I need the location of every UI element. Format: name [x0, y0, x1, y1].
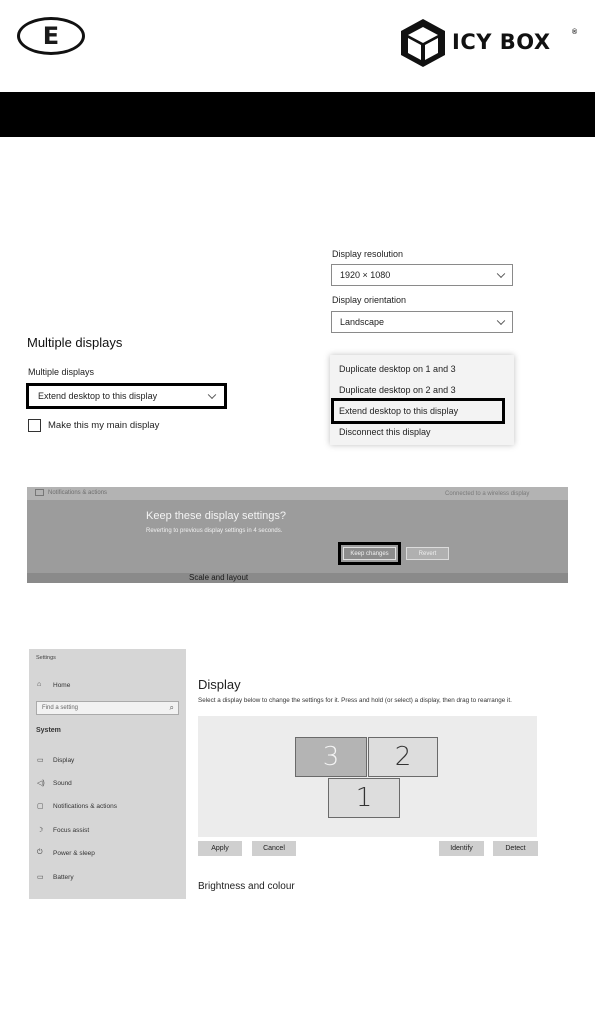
search-placeholder: Find a setting: [42, 705, 79, 711]
display-instruction: Select a display below to change the settings for it. Press and hold (or select) a display, then drag to rearrange it.: [198, 697, 512, 704]
resolution-label: Display resolution: [332, 249, 404, 259]
search-input[interactable]: [36, 701, 179, 715]
sidebar-item-display[interactable]: Display: [53, 757, 75, 764]
monitor-3[interactable]: 3: [295, 737, 367, 777]
brand-registered-mark: ®: [572, 29, 578, 36]
chevron-down-icon: [497, 317, 505, 325]
search-icon: ⌕: [169, 703, 174, 712]
bg-scale-text: Scale and layout: [189, 573, 249, 582]
power-icon: ⏻: [37, 849, 43, 856]
multi-display-select[interactable]: [30, 387, 223, 405]
focus-assist-icon: ☽: [37, 827, 44, 834]
display-icon: ▭: [37, 757, 44, 764]
cancel-button[interactable]: Cancel: [252, 841, 296, 856]
menu-item-disconnect[interactable]: Disconnect this display: [339, 427, 431, 437]
home-icon: ⌂: [37, 681, 42, 688]
dialog-message: Reverting to previous display settings in 4 seconds.: [146, 528, 283, 534]
menu-item-duplicate-2-3[interactable]: Duplicate desktop on 2 and 3: [339, 385, 456, 395]
bg-right-text: Connected to a wireless display: [445, 491, 530, 497]
multi-display-label: Multiple displays: [28, 367, 95, 377]
keep-settings-dialog: [27, 487, 568, 583]
monitor-1[interactable]: 1: [328, 778, 400, 818]
sidebar-item-home[interactable]: Home: [53, 682, 71, 689]
dialog-title: Keep these display settings?: [146, 510, 287, 522]
resolution-select[interactable]: [331, 264, 513, 286]
menu-item-duplicate-1-3[interactable]: Duplicate desktop on 1 and 3: [339, 364, 456, 374]
language-badge: E: [17, 17, 85, 55]
settings-window-title: Settings: [36, 655, 56, 661]
bg-notifications-text: Notifications & actions: [35, 489, 107, 496]
sidebar-item-battery[interactable]: Battery: [53, 874, 74, 881]
sidebar-item-notifications[interactable]: Notifications & actions: [53, 803, 117, 810]
sidebar-item-sound[interactable]: Sound: [53, 780, 72, 787]
brightness-section-title: Brightness and colour: [198, 881, 295, 892]
battery-icon: ▭: [37, 874, 44, 881]
sidebar-item-focus-assist[interactable]: Focus assist: [53, 827, 90, 834]
sidebar-item-power[interactable]: Power & sleep: [53, 850, 95, 857]
monitor-arrangement-area: [198, 716, 537, 837]
settings-sidebar: [29, 649, 186, 899]
page-title: Display: [198, 677, 241, 692]
orientation-label: Display orientation: [332, 295, 407, 305]
chevron-down-icon: [497, 270, 505, 278]
main-display-checkbox[interactable]: [28, 419, 41, 432]
detect-button[interactable]: Detect: [493, 841, 538, 856]
category-system: System: [36, 727, 61, 734]
apply-button[interactable]: Apply: [198, 841, 242, 856]
revert-button[interactable]: Revert: [406, 547, 449, 560]
resolution-value: 1920 × 1080: [340, 270, 391, 280]
monitor-2[interactable]: 2: [368, 737, 438, 777]
notifications-icon: ▢: [37, 803, 44, 810]
main-display-label: Make this my main display: [48, 420, 160, 431]
orientation-select[interactable]: [331, 311, 513, 333]
highlight-frame: [331, 398, 505, 424]
keep-changes-button[interactable]: Keep changes: [343, 547, 396, 560]
menu-item-extend[interactable]: Extend desktop to this display: [339, 406, 459, 416]
sound-icon: ◁): [37, 780, 45, 787]
section-title: Multiple displays: [27, 335, 123, 350]
header-bar: [0, 92, 595, 137]
multi-display-value: Extend desktop to this display: [38, 391, 158, 401]
background-strip: [27, 573, 568, 583]
brand-name: ICY BOX: [452, 30, 551, 54]
monitor-icon: [35, 489, 44, 496]
orientation-value: Landscape: [340, 317, 385, 327]
identify-button[interactable]: Identify: [439, 841, 484, 856]
chevron-down-icon: [208, 391, 216, 399]
icy-box-cube-logo-icon: [398, 17, 448, 69]
